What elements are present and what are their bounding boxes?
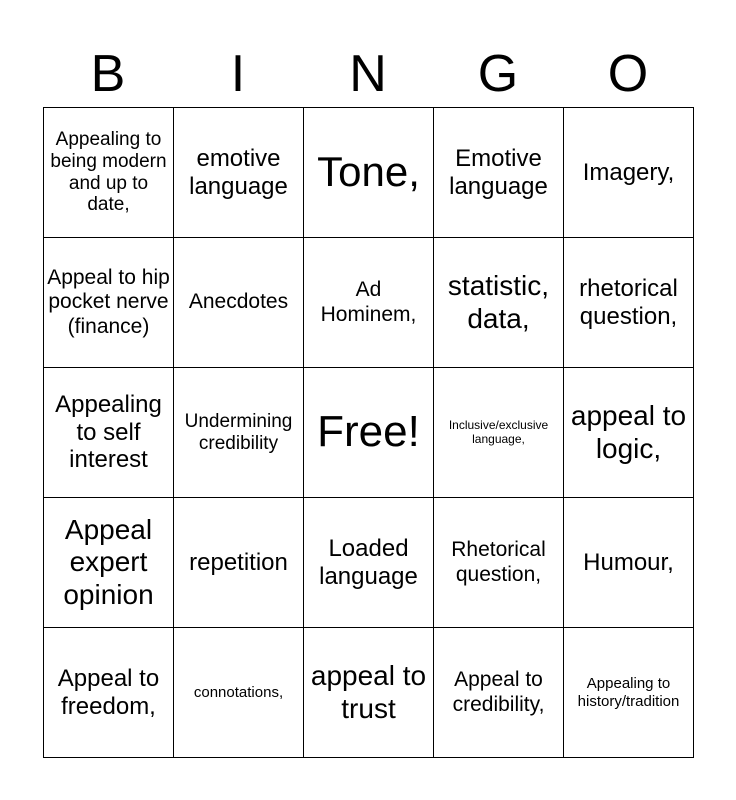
header-letter-o: O [607, 45, 649, 103]
header-letter-n: N [349, 45, 387, 103]
bingo-cell-r3c4[interactable]: Inclusive/exclusive language, [434, 368, 564, 498]
header-letter-b: B [90, 45, 126, 103]
bingo-cell-r1c5[interactable]: Imagery, [564, 108, 694, 238]
bingo-cell-r4c5[interactable]: Humour, [564, 498, 694, 628]
bingo-header [43, 40, 693, 108]
bingo-cell-r3c2[interactable]: Undermining credibility [174, 368, 304, 498]
header-letter-g: G [477, 45, 519, 103]
bingo-cell-r5c1[interactable]: Appeal to freedom, [44, 628, 174, 758]
bingo-cell-r5c4[interactable]: Appeal to credibility, [434, 628, 564, 758]
board-row-2 [44, 238, 694, 368]
bingo-cell-r2c2[interactable]: Anecdotes [174, 238, 304, 368]
bingo-cell-r4c4[interactable]: Rhetorical question, [434, 498, 564, 628]
bingo-cell-r1c4[interactable]: Emotive language [434, 108, 564, 238]
bingo-cell-r2c4[interactable]: statistic, data, [434, 238, 564, 368]
header-letter-i: I [230, 45, 246, 103]
board-row-1 [44, 108, 694, 238]
bingo-cell-r1c3[interactable]: Tone, [304, 108, 434, 238]
board-row-5 [44, 628, 694, 758]
bingo-cell-r5c2[interactable]: connotations, [174, 628, 304, 758]
bingo-cell-r1c2[interactable]: emotive language [174, 108, 304, 238]
free-space-cell[interactable]: Free! [304, 368, 434, 498]
bingo-cell-r4c3[interactable]: Loaded language [304, 498, 434, 628]
bingo-cell-r2c1[interactable]: Appeal to hip pocket nerve (finance) [44, 238, 174, 368]
bingo-board [43, 107, 694, 758]
bingo-cell-r5c5[interactable]: Appealing to history/tradition [564, 628, 694, 758]
bingo-cell-r4c1[interactable]: Appeal expert opinion [44, 498, 174, 628]
bingo-cell-r1c1[interactable]: Appealing to being modern and up to date, [44, 108, 174, 238]
bingo-cell-r3c5[interactable]: appeal to logic, [564, 368, 694, 498]
board-row-3 [44, 368, 694, 498]
bingo-cell-r2c5[interactable]: rhetorical question, [564, 238, 694, 368]
bingo-cell-r2c3[interactable]: Ad Hominem, [304, 238, 434, 368]
board-row-4 [44, 498, 694, 628]
bingo-cell-r3c1[interactable]: Appealing to self interest [44, 368, 174, 498]
bingo-cell-r4c2[interactable]: repetition [174, 498, 304, 628]
bingo-cell-r5c3[interactable]: appeal to trust [304, 628, 434, 758]
